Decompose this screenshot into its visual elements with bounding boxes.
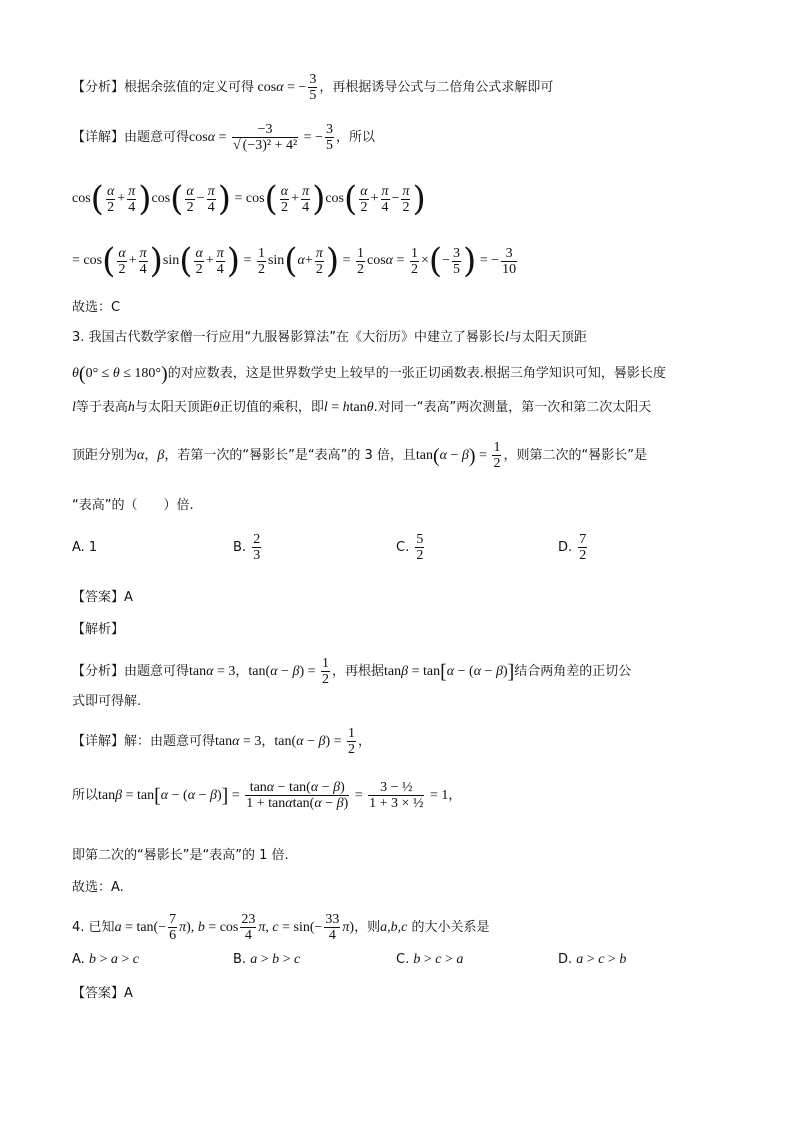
stem-text: 与太阳天顶距: [508, 330, 587, 345]
formula: tan(α − β) =: [415, 444, 491, 467]
formula: l: [505, 330, 509, 345]
fraction: $\frac{23}{4}$: [241, 912, 256, 943]
stem-text: 我国古代数学家僧一行应用“九服晷影算法”在《大衍历》中建立了晷影长: [88, 330, 506, 345]
q2-equation-1: cos( $\frac{\alpha}{2}$ + $\frac{\pi}{4}$ )cos( $\frac{\alpha}{2}$ − $\frac{\pi}{4}$ ) = cos( $\frac{\alpha}{2}$ + $\frac{\pi}{4}$ )cos( $\frac{\alpha}{2}$ + $\frac{\pi}{4}$ − $\frac{\pi}{2}$ ): [72, 179, 426, 219]
q2-detail-text: 由题意可得: [124, 130, 190, 145]
formula: a = tan(−: [114, 920, 167, 935]
option-a: [72, 952, 139, 968]
stem-text: ，则第二次的“晷影长”是: [503, 448, 647, 463]
q3-stem-line-1: [72, 328, 587, 348]
analysis-text: 由题意可得: [124, 664, 190, 679]
formula: tanα = 3: [189, 664, 236, 679]
formula: cosα =: [189, 130, 230, 145]
fraction: $\frac{7}{6}$: [169, 912, 177, 943]
stem-text: ，若第一次的“晷影长”是“表高”的 3 倍，且: [164, 448, 416, 463]
formula: tanβ = tan[α − (α − β)] =: [98, 784, 244, 807]
fraction: $\frac{\tan\alpha - \tan(\alpha - \beta)}{1 + \tan\alpha\tan(\alpha - \beta)}$: [246, 780, 349, 811]
option-label: B.: [233, 540, 247, 555]
q2-analysis-text: ，再根据诱导公式与二倍角公式求解即可: [319, 80, 554, 95]
q3-stem-line-2: [72, 364, 666, 384]
fraction: $\frac{3}{5}$: [325, 122, 333, 153]
formula: b > a > c: [88, 952, 139, 967]
formula: tanβ = tan[α − (α − β)]: [384, 660, 515, 683]
option-label: C.: [396, 952, 410, 967]
option-label: A.: [72, 952, 85, 967]
formula: tan(α − β) =: [274, 734, 345, 749]
formula: a > c > b: [576, 952, 627, 967]
option-c: [396, 532, 426, 563]
formula: h: [127, 400, 135, 415]
option-label: D.: [558, 540, 573, 555]
formula: tanα = 3: [215, 734, 262, 749]
detail-tag: 【详解】: [72, 734, 125, 749]
formula: cosα = −: [254, 80, 307, 95]
fraction: $\frac{2}{3}$: [253, 532, 261, 563]
q3-analysis-line-1: 【分析】由题意可得tanα = 3，tan(α − β) = $\frac{1}{2}$ ，再根据tanβ = tan[α − (α − β)]结合两角差的正切公: [72, 656, 632, 687]
option-b: [233, 952, 300, 968]
option-label: D.: [558, 952, 573, 967]
formula: θ(0° ≤ θ ≤ 180°): [72, 363, 168, 385]
stem-text: 的对应数表，这是世界数学史上较早的一张正切函数表.根据三角学知识可知，晷影长度: [167, 366, 666, 382]
stem-text: 顶距分别为: [72, 448, 138, 463]
q3-jiexi: 【解析】: [72, 622, 125, 637]
fraction: $\frac{33}{4}$: [325, 912, 340, 943]
q2-analysis-text: 根据余弦值的定义可得: [124, 80, 255, 95]
q2-equation-2: = cos( $\frac{\alpha}{2}$ + $\frac{\pi}{4}$ )sin( $\frac{\alpha}{2}$ + $\frac{\pi}{4}$ ) = $\frac{1}{2}$ sin(α+ $\frac{\pi}{2}$ ) = $\frac{1}{2}$ cosα = $\frac{1}{2}$ ×(− $\frac{3}{5}$ ) = − $\frac{3}{10}$: [72, 241, 517, 281]
fraction: $\frac{1}{2}$: [493, 440, 501, 471]
formula: α: [137, 448, 145, 463]
stem-text: 的大小关系是: [411, 920, 490, 935]
stem-text: 等于表高: [75, 400, 128, 415]
q3-stem-line-3: [72, 398, 651, 418]
q4-answer: [72, 984, 133, 1004]
formula: tan(α − β) =: [248, 664, 319, 679]
answer-value: A: [124, 986, 133, 1001]
stem-text: 已知: [88, 920, 115, 935]
question-number: 3.: [72, 330, 85, 345]
detail-tag: 【详解】: [72, 130, 125, 145]
analysis-tag: 【分析】: [72, 664, 125, 679]
fraction: $\frac{1}{2}$: [322, 656, 329, 687]
detail-text: 解：由题意可得: [124, 734, 216, 749]
fraction: $\frac{\text{3 − ½}}{\text{1 + 3 × ½}}$: [369, 780, 424, 811]
answer-tag: 【答案】: [72, 590, 125, 605]
q2-analysis-line: [72, 72, 553, 103]
analysis-text: ，再根据: [332, 664, 385, 679]
fraction: $\frac{-3}{\text{√ (−3)² + 4²}}$: [232, 122, 298, 153]
stem-text: ，则: [354, 920, 381, 935]
fraction: $\frac{5}{2}$: [416, 532, 424, 563]
detail-text: 所以: [72, 788, 99, 803]
formula: a: [380, 920, 388, 935]
q4-stem: 4. 已知a = tan(− $\frac{7}{6}$ π), b = cos $\frac{23}{4}$ π, c = sin(− $\frac{33}{4}$ π)，则a,b,c 的大小关系是: [72, 912, 490, 943]
answer-value: A: [124, 590, 133, 605]
fraction: $\frac{7}{2}$: [579, 532, 587, 563]
fraction: $\frac{3}{5}$: [309, 72, 317, 103]
formula: b > c > a: [413, 952, 464, 967]
formula: β: [157, 448, 165, 463]
q3-detail-line-2: 所以tanβ = tan[α − (α − β)] = $\frac{\tan\alpha - \tan(\alpha - \beta)}{1 + \tan\alpha\tan(\alpha - \beta)}$ = $\frac{\text{3 − ½}}{\text{1 + 3 × ½}}$ = 1，: [72, 780, 462, 811]
option-a: A. 1: [72, 540, 98, 555]
option-label: B.: [233, 952, 247, 967]
option-b: [233, 532, 263, 563]
stem-text: 正切值的乘积，即: [219, 400, 324, 415]
q3-choice: 故选：A.: [72, 880, 124, 895]
q3-stem-line-4: 顶距分别为α，β，若第一次的“晷影长”是“表高”的 3 倍，且tan(α − β) = $\frac{1}{2}$ ，则第二次的“晷影长”是: [72, 440, 647, 471]
q3-detail-end: 即第二次的“晷影长”是“表高”的 1 倍.: [72, 848, 289, 863]
fraction: $\frac{1}{2}$: [348, 726, 355, 757]
stem-text: 与太阳天顶距: [134, 400, 213, 415]
q2-choice: 故选：C: [72, 300, 121, 315]
analysis-tag: 【分析】: [72, 80, 125, 95]
question-number: 4.: [72, 920, 85, 935]
formula: l: [72, 400, 76, 415]
formula: a > b > c: [250, 952, 301, 967]
analysis-text: 结合两角差的正切公: [514, 664, 632, 679]
q3-answer: [72, 588, 133, 608]
q2-detail-text: ，所以: [335, 130, 375, 145]
option-d: [558, 952, 626, 968]
option-c: [396, 952, 463, 968]
stem-text: .对同一“表高”两次测量，第一次和第二次太阳天: [373, 400, 652, 415]
q3-stem-line-5: “表高”的（ ）倍.: [72, 498, 194, 513]
q2-detail-line: 【详解】由题意可得cosα = $\frac{-3}{\text{√ (−3)² + 4²}}$ = − $\frac{3}{5}$ ，所以: [72, 122, 375, 153]
q3-analysis-line-2: 式即可得解.: [72, 694, 142, 709]
formula: θ: [212, 400, 220, 415]
formula: l = htanθ: [323, 400, 374, 415]
option-label: C.: [396, 540, 410, 555]
option-d: [558, 532, 589, 563]
q3-detail-line-1: 【详解】解：由题意可得tanα = 3，tan(α − β) = $\frac{1}{2}$ ，: [72, 726, 372, 757]
answer-tag: 【答案】: [72, 986, 125, 1001]
